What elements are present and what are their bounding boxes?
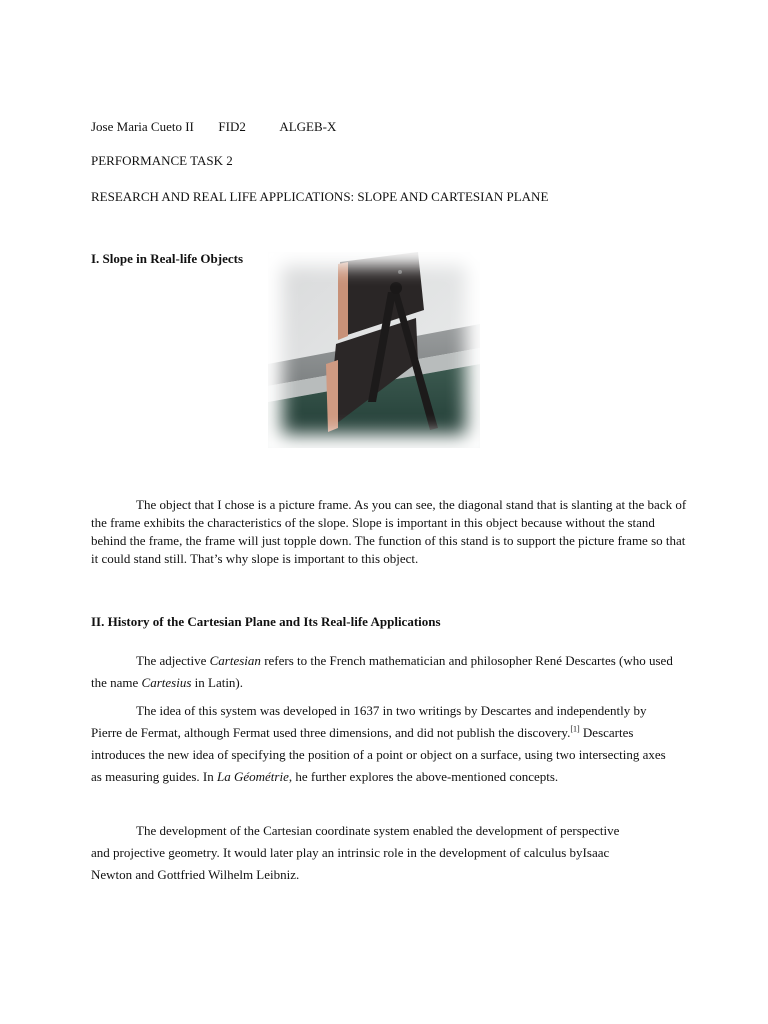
section2-heading: II. History of the Cartesian Plane and Its Real-life Applications xyxy=(91,614,441,629)
research-title: RESEARCH AND REAL LIFE APPLICATIONS: SLOPE AND CARTESIAN PLANE xyxy=(91,189,549,204)
task-title: PERFORMANCE TASK 2 xyxy=(91,153,233,168)
term-cartesian: Cartesian xyxy=(209,653,261,668)
section2-paragraph-3: The development of the Cartesian coordinate system enabled the development of perspective and projective geometry. It would later play an intrinsic role in the development of calculus byIsaac Newton and Gottfried Wilhelm Leibniz. xyxy=(91,823,620,882)
section-code: FID2 xyxy=(218,119,246,134)
section1-heading: I. Slope in Real-life Objects xyxy=(91,251,244,266)
student-header xyxy=(91,118,336,136)
footnote-ref[interactable]: [1] xyxy=(570,724,580,734)
section1-paragraph: The object that I chose is a picture frame. As you can see, the diagonal stand that is slanting at the back of the frame exhibits the characteristics of the slope. Slope is important in this object because without the stand behind the frame, the frame will just topple down. The function of this stand is to support the picture frame so that it could stand still. That’s why slope is important to this object. xyxy=(91,497,687,566)
term-cartesius: Cartesius xyxy=(141,675,192,690)
term-la-geometrie: La Géométrie xyxy=(217,769,289,784)
section2-paragraph-2: The idea of this system was developed in 1637 in two writings by Descartes and independently by Pierre de Fermat, although Fermat used three dimensions, and did not publish the discovery.[1] Descartes introduces the new idea of specifying the position of a point or object on a surface, using two intersecting axes as measuring guides. In La Géométrie, he further explores the above-mentioned concepts. xyxy=(91,703,666,784)
student-name: Jose Maria Cueto II xyxy=(91,119,194,134)
section2-paragraph-1: The adjective Cartesian refers to the French mathematician and philosopher René Descartes (who used the name Cartesius in Latin). xyxy=(91,653,673,690)
subject-code: ALGEB-X xyxy=(279,119,337,134)
picture-frame-photo xyxy=(268,252,480,448)
picture-frame-image xyxy=(268,252,480,448)
